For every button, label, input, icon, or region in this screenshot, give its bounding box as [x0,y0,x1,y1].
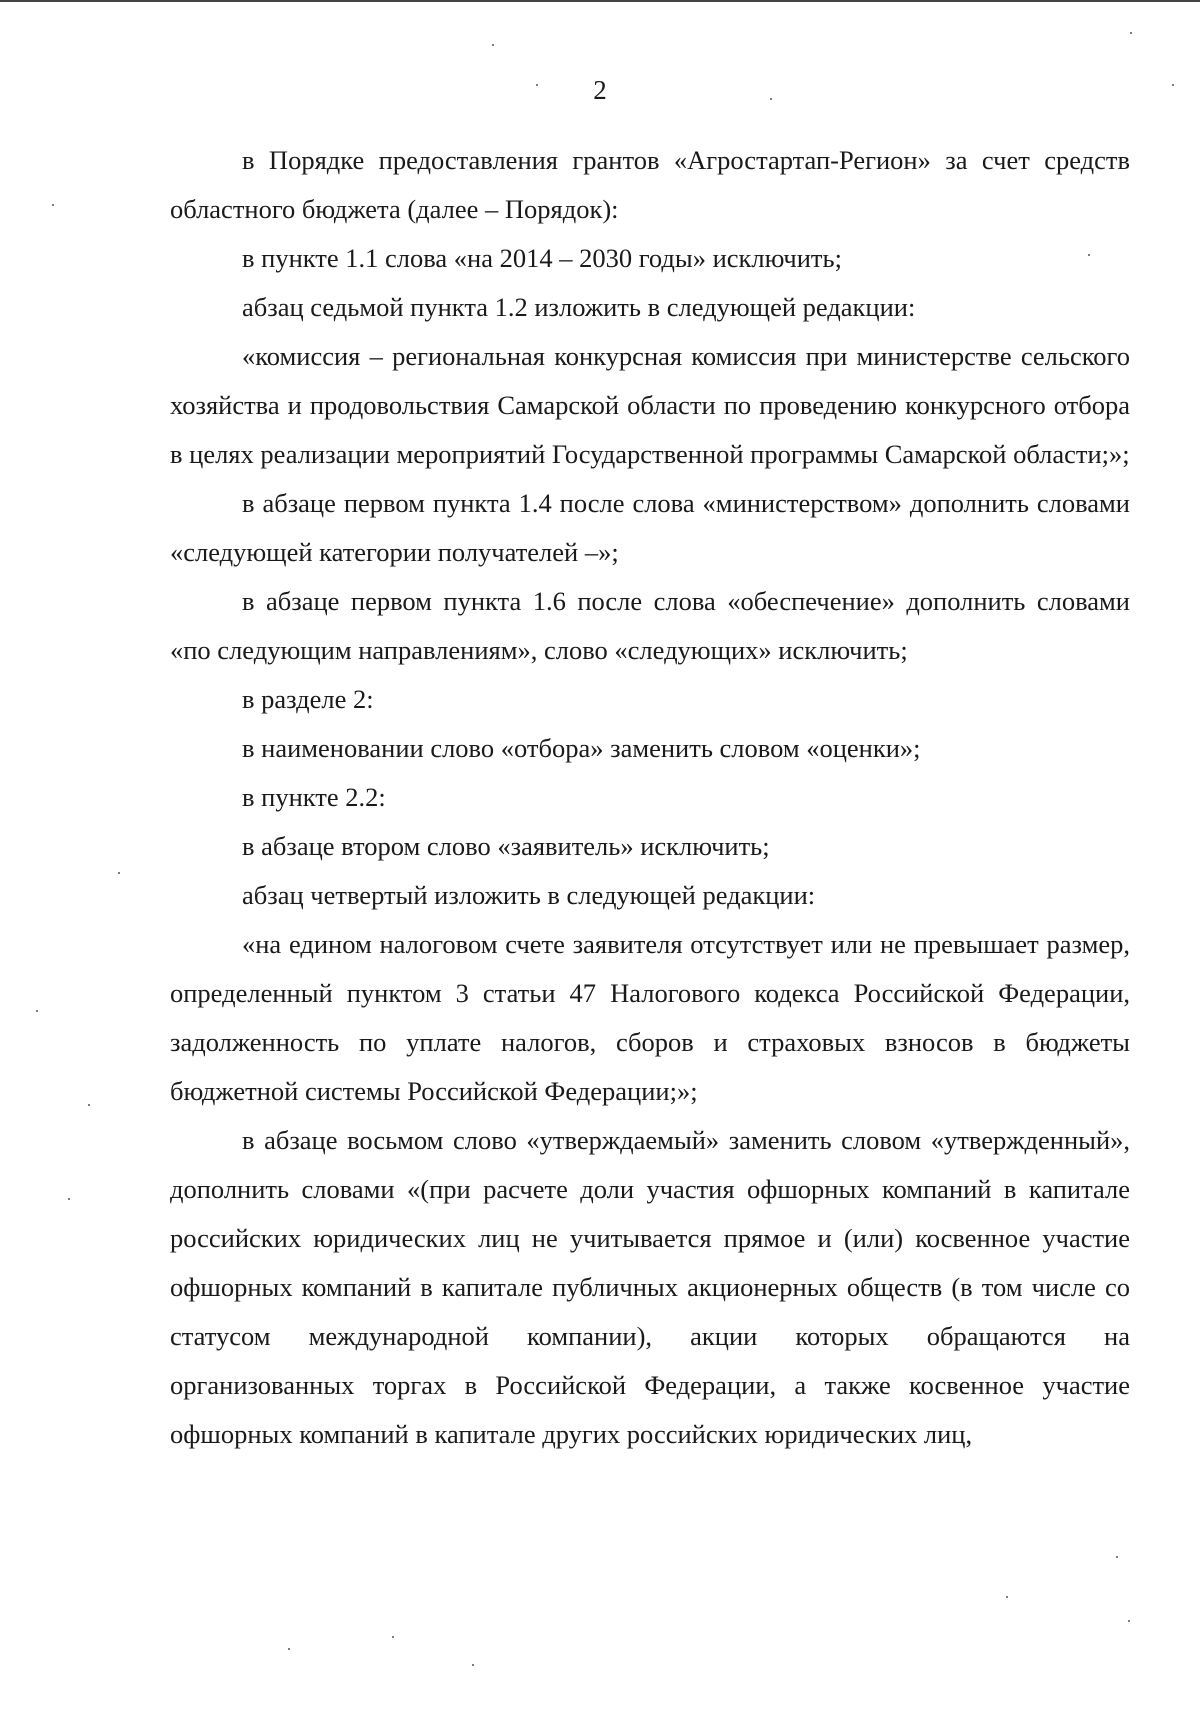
paragraph-item-2-2-abzac-2: в абзаце втором слово «заявитель» исключить; [242,831,770,861]
paragraph-item-2-2-abzac-8: в абзаце восьмом слово «утверждаемый» заменить словом «утвержденный», дополнить словами «(при расчете доли участия офшорных компаний в капитале российских юридических лиц не учитывается прямое и (или) косвенное участие офшорных компаний в капитале публичных акционерных обществ (в том числе со статусом международной компании), акции которых обращаются на организованных торгах в Российской Федерации, а также косвенное участие офшорных компаний в капитале других российских юридических лиц, [170,1125,1130,1449]
paragraph-section-2-title: в наименовании слово «отбора» заменить словом «оценки»; [242,733,921,763]
paragraph-item-1-4: в абзаце первом пункта 1.4 после слова «министерством» дополнить словами «следующей категории получателей –»; [170,488,1130,567]
paragraph-item-1-1: в пункте 1.1 слова «на 2014 – 2030 годы» исключить; [242,243,842,273]
paragraph-section-2: в разделе 2: [242,684,374,714]
paragraph-item-2-2: в пункте 2.2: [242,782,386,812]
paragraph-item-2-2-abzac-4: абзац четвертый изложить в следующей редакции: [242,880,816,910]
document-body [170,136,1130,1459]
paragraph-intro: в Порядке предоставления грантов «Агростартап-Регион» за счет средств областного бюджета (далее – Порядок): [170,145,1130,224]
scan-top-edge [0,0,1200,2]
paragraph-tax-account: «на едином налоговом счете заявителя отсутствует или не превышает размер, определенный пунктом 3 статьи 47 Налогового кодекса Российской Федерации, задолженность по уплате налогов, сборов и страховых взносов в бюджеты бюджетной системы Российской Федерации;»; [170,929,1130,1106]
paragraph-commission-definition: «комиссия – региональная конкурсная комиссия при министерстве сельского хозяйства и продовольствия Самарской области по проведению конкурсного отбора в целях реализации мероприятий Государственной программы Самарской области;»; [170,341,1130,469]
page-number: 2 [593,75,607,105]
paragraph-item-1-2: абзац седьмой пункта 1.2 изложить в следующей редакции: [242,292,916,322]
paragraph-item-1-6: в абзаце первом пункта 1.6 после слова «обеспечение» дополнить словами «по следующим направлениям», слово «следующих» исключить; [170,586,1130,665]
